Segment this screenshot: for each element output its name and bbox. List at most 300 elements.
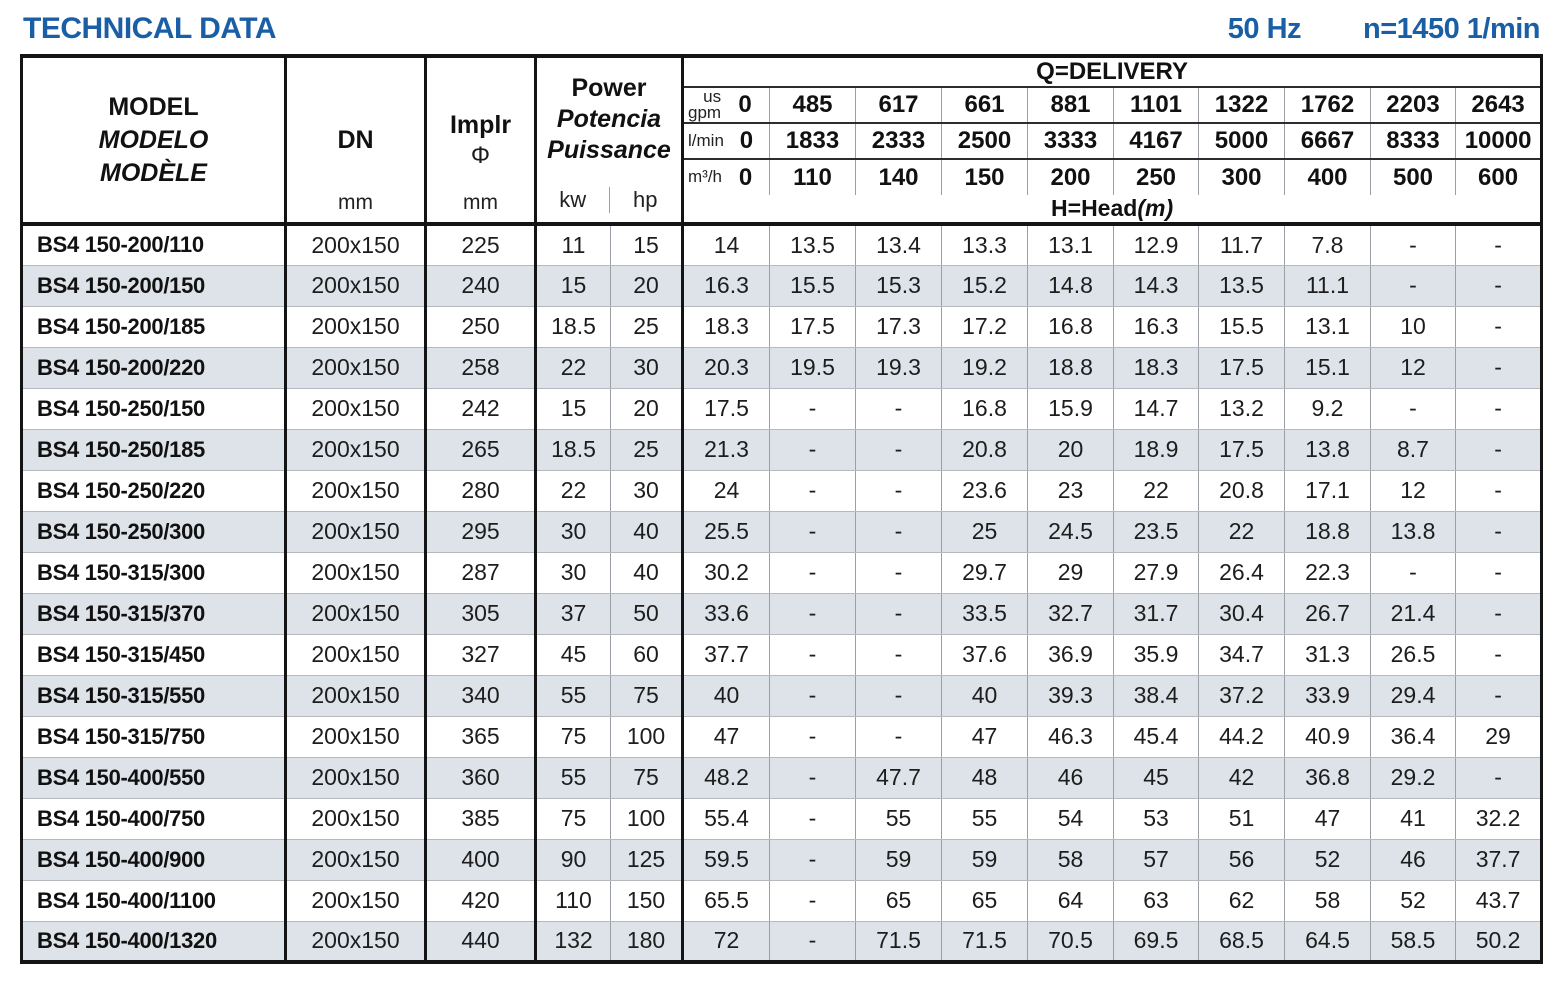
head-value-cell: - bbox=[1371, 552, 1456, 593]
head-value-cell: 23.6 bbox=[942, 470, 1028, 511]
speed-label: n=1450 1/min bbox=[1363, 13, 1540, 45]
head-unit-label: (m) bbox=[1137, 195, 1174, 221]
dn-cell: 200x150 bbox=[286, 593, 426, 634]
head-value-cell: 33.9 bbox=[1285, 675, 1371, 716]
head-value-cell: - bbox=[856, 470, 942, 511]
head-value-cell: 58 bbox=[1285, 880, 1371, 921]
hp-cell: 50 bbox=[611, 593, 683, 634]
head-value-cell: 65 bbox=[856, 880, 942, 921]
model-cell: BS4 150-200/150 bbox=[22, 265, 286, 306]
impeller-cell: 240 bbox=[426, 265, 536, 306]
head-value-cell: 16.8 bbox=[942, 388, 1028, 429]
dn-unit-label: mm bbox=[338, 191, 373, 214]
head-value-cell: 64.5 bbox=[1285, 921, 1371, 962]
spec-labels bbox=[1228, 13, 1540, 46]
delivery-value: 150 bbox=[942, 159, 1028, 195]
hp-cell: 30 bbox=[611, 347, 683, 388]
delivery-value: 2203 bbox=[1371, 87, 1456, 123]
model-cell: BS4 150-250/300 bbox=[22, 511, 286, 552]
hp-cell: 60 bbox=[611, 634, 683, 675]
delivery-value: 3333 bbox=[1028, 123, 1114, 159]
kw-cell: 18.5 bbox=[536, 429, 611, 470]
model-cell: BS4 150-200/220 bbox=[22, 347, 286, 388]
head-value-cell: 21.3 bbox=[683, 429, 770, 470]
head-value-cell: 63 bbox=[1114, 880, 1199, 921]
head-value-cell: 42 bbox=[1199, 757, 1285, 798]
head-value-cell: 48 bbox=[942, 757, 1028, 798]
head-value-cell: 29 bbox=[1456, 716, 1542, 757]
head-value-cell: 20.3 bbox=[683, 347, 770, 388]
delivery-unit-label: m³/h bbox=[688, 167, 722, 187]
head-value-cell: 50.2 bbox=[1456, 921, 1542, 962]
model-cell: BS4 150-400/900 bbox=[22, 839, 286, 880]
head-value-cell: 13.1 bbox=[1285, 306, 1371, 347]
table-row bbox=[22, 675, 1542, 716]
head-value-cell: - bbox=[856, 593, 942, 634]
head-value-cell: 47.7 bbox=[856, 757, 942, 798]
technical-data-table bbox=[20, 54, 1543, 964]
kw-cell: 30 bbox=[536, 511, 611, 552]
head-value-cell: 9.2 bbox=[1285, 388, 1371, 429]
head-value-cell: 53 bbox=[1114, 798, 1199, 839]
head-value-cell: 18.8 bbox=[1028, 347, 1114, 388]
head-value-cell: 8.7 bbox=[1371, 429, 1456, 470]
head-value-cell: - bbox=[770, 675, 856, 716]
head-value-cell: 45.4 bbox=[1114, 716, 1199, 757]
delivery-value: 661 bbox=[942, 87, 1028, 123]
impeller-cell: 420 bbox=[426, 880, 536, 921]
kw-cell: 75 bbox=[536, 716, 611, 757]
head-value-cell: - bbox=[770, 880, 856, 921]
hp-unit-label: hp bbox=[609, 187, 682, 213]
kw-cell: 37 bbox=[536, 593, 611, 634]
head-value-cell: 56 bbox=[1199, 839, 1285, 880]
head-value-cell: 18.3 bbox=[683, 306, 770, 347]
table-row bbox=[22, 429, 1542, 470]
kw-cell: 90 bbox=[536, 839, 611, 880]
head-value-cell: 41 bbox=[1371, 798, 1456, 839]
dn-cell: 200x150 bbox=[286, 347, 426, 388]
head-value-cell: - bbox=[1456, 429, 1542, 470]
head-value-cell: 39.3 bbox=[1028, 675, 1114, 716]
table-row bbox=[22, 265, 1542, 306]
head-value-cell: 26.7 bbox=[1285, 593, 1371, 634]
impeller-cell: 360 bbox=[426, 757, 536, 798]
head-value-cell: 15.2 bbox=[942, 265, 1028, 306]
head-value-cell: 12 bbox=[1371, 470, 1456, 511]
impeller-cell: 258 bbox=[426, 347, 536, 388]
head-value-cell: - bbox=[770, 470, 856, 511]
head-value-cell: 14.7 bbox=[1114, 388, 1199, 429]
dn-cell: 200x150 bbox=[286, 265, 426, 306]
head-value-cell: 12.9 bbox=[1114, 224, 1199, 265]
head-value-cell: - bbox=[1456, 675, 1542, 716]
head-value-cell: 33.5 bbox=[942, 593, 1028, 634]
head-value-cell: 20.8 bbox=[942, 429, 1028, 470]
head-value-cell: - bbox=[856, 511, 942, 552]
head-value-cell: 34.7 bbox=[1199, 634, 1285, 675]
head-value-cell: 19.5 bbox=[770, 347, 856, 388]
dn-cell: 200x150 bbox=[286, 839, 426, 880]
kw-cell: 75 bbox=[536, 798, 611, 839]
table-row bbox=[22, 634, 1542, 675]
impeller-cell: 287 bbox=[426, 552, 536, 593]
delivery-value: 485 bbox=[770, 87, 856, 123]
impeller-unit-label: mm bbox=[463, 191, 498, 214]
head-value-cell: 18.8 bbox=[1285, 511, 1371, 552]
hp-cell: 180 bbox=[611, 921, 683, 962]
kw-cell: 30 bbox=[536, 552, 611, 593]
power-unit-row bbox=[537, 179, 681, 221]
head-value-cell: 46 bbox=[1028, 757, 1114, 798]
hp-cell: 75 bbox=[611, 757, 683, 798]
delivery-value: 300 bbox=[1199, 159, 1285, 195]
model-label-fr: MODÈLE bbox=[100, 158, 207, 187]
kw-cell: 18.5 bbox=[536, 306, 611, 347]
dn-cell: 200x150 bbox=[286, 716, 426, 757]
table-row bbox=[22, 224, 1542, 265]
delivery-unit-label: l/min bbox=[688, 130, 724, 150]
head-value-cell: 22 bbox=[1199, 511, 1285, 552]
head-value-cell: 71.5 bbox=[856, 921, 942, 962]
head-value-cell: - bbox=[1456, 265, 1542, 306]
head-value-cell: 59 bbox=[942, 839, 1028, 880]
impeller-cell: 365 bbox=[426, 716, 536, 757]
impeller-cell: 340 bbox=[426, 675, 536, 716]
head-value-cell: 19.2 bbox=[942, 347, 1028, 388]
head-value-cell: - bbox=[770, 634, 856, 675]
head-value-cell: 58.5 bbox=[1371, 921, 1456, 962]
delivery-value: 1101 bbox=[1114, 87, 1199, 123]
head-value-cell: - bbox=[770, 388, 856, 429]
head-value-cell: 7.8 bbox=[1285, 224, 1371, 265]
dn-cell: 200x150 bbox=[286, 552, 426, 593]
kw-cell: 55 bbox=[536, 675, 611, 716]
dn-cell: 200x150 bbox=[286, 388, 426, 429]
head-value-cell: 29 bbox=[1028, 552, 1114, 593]
head-value-cell: 25.5 bbox=[683, 511, 770, 552]
dn-label: DN bbox=[337, 125, 374, 154]
model-cell: BS4 150-400/1320 bbox=[22, 921, 286, 962]
power-label-en: Power bbox=[571, 73, 647, 102]
head-value-cell: 29.7 bbox=[942, 552, 1028, 593]
model-cell: BS4 150-315/750 bbox=[22, 716, 286, 757]
head-value-cell: 36.8 bbox=[1285, 757, 1371, 798]
head-value-cell: 24 bbox=[683, 470, 770, 511]
head-value-cell: 57 bbox=[1114, 839, 1199, 880]
delivery-value: 881 bbox=[1028, 87, 1114, 123]
hp-cell: 125 bbox=[611, 839, 683, 880]
head-value-cell: - bbox=[770, 921, 856, 962]
head-value-cell: 54 bbox=[1028, 798, 1114, 839]
head-value-cell: - bbox=[1456, 306, 1542, 347]
head-value-cell: - bbox=[770, 839, 856, 880]
head-value-cell: - bbox=[1456, 347, 1542, 388]
head-value-cell: 31.3 bbox=[1285, 634, 1371, 675]
head-value-cell: - bbox=[856, 634, 942, 675]
impeller-cell: 280 bbox=[426, 470, 536, 511]
head-value-cell: 17.1 bbox=[1285, 470, 1371, 511]
model-label-en: MODEL bbox=[108, 92, 199, 121]
head-value-cell: 17.5 bbox=[1199, 347, 1285, 388]
head-value-cell: 20.8 bbox=[1199, 470, 1285, 511]
head-value-cell: - bbox=[770, 798, 856, 839]
dn-cell: 200x150 bbox=[286, 675, 426, 716]
head-value-cell: 22.3 bbox=[1285, 552, 1371, 593]
impeller-cell: 225 bbox=[426, 224, 536, 265]
power-label-fr: Puissance bbox=[547, 135, 671, 164]
head-value-cell: 13.4 bbox=[856, 224, 942, 265]
model-cell: BS4 150-315/300 bbox=[22, 552, 286, 593]
table-row bbox=[22, 716, 1542, 757]
head-value-cell: 26.5 bbox=[1371, 634, 1456, 675]
head-value-cell: 32.2 bbox=[1456, 798, 1542, 839]
head-value-cell: 12 bbox=[1371, 347, 1456, 388]
head-value-cell: 32.7 bbox=[1028, 593, 1114, 634]
impeller-cell: 305 bbox=[426, 593, 536, 634]
head-value-cell: 62 bbox=[1199, 880, 1285, 921]
head-value-cell: 23 bbox=[1028, 470, 1114, 511]
dn-cell: 200x150 bbox=[286, 798, 426, 839]
delivery-value: 0 bbox=[738, 91, 752, 118]
head-value-cell: 40.9 bbox=[1285, 716, 1371, 757]
head-value-cell: 29.4 bbox=[1371, 675, 1456, 716]
hp-cell: 40 bbox=[611, 552, 683, 593]
head-value-cell: 36.4 bbox=[1371, 716, 1456, 757]
dn-cell: 200x150 bbox=[286, 511, 426, 552]
delivery-value: 2333 bbox=[856, 123, 942, 159]
hp-cell: 75 bbox=[611, 675, 683, 716]
head-value-cell: 55.4 bbox=[683, 798, 770, 839]
delivery-value: 5000 bbox=[1199, 123, 1285, 159]
hp-cell: 30 bbox=[611, 470, 683, 511]
impeller-diameter-symbol: Φ bbox=[470, 141, 491, 169]
head-value-cell: - bbox=[856, 675, 942, 716]
table-row bbox=[22, 511, 1542, 552]
head-value-cell: 33.6 bbox=[683, 593, 770, 634]
delivery-value: 600 bbox=[1478, 163, 1519, 191]
head-value-cell: 37.6 bbox=[942, 634, 1028, 675]
delivery-value: 110 bbox=[770, 159, 856, 195]
table-row bbox=[22, 839, 1542, 880]
head-value-cell: 16.3 bbox=[683, 265, 770, 306]
head-value-cell: - bbox=[770, 511, 856, 552]
delivery-value: 6667 bbox=[1285, 123, 1371, 159]
delivery-unit-label: us gpm bbox=[688, 87, 722, 122]
hp-cell: 25 bbox=[611, 306, 683, 347]
head-value-cell: - bbox=[770, 757, 856, 798]
delivery-value: 4167 bbox=[1114, 123, 1199, 159]
head-value-cell: 17.2 bbox=[942, 306, 1028, 347]
kw-unit-label: kw bbox=[559, 187, 587, 212]
head-value-cell: 26.4 bbox=[1199, 552, 1285, 593]
dn-cell: 200x150 bbox=[286, 470, 426, 511]
delivery-value: 10000 bbox=[1456, 123, 1542, 159]
head-value-cell: 65 bbox=[942, 880, 1028, 921]
head-value-cell: 47 bbox=[1285, 798, 1371, 839]
dn-cell: 200x150 bbox=[286, 757, 426, 798]
head-value-cell: 16.3 bbox=[1114, 306, 1199, 347]
delivery-unit-zero-cell bbox=[683, 87, 770, 123]
head-value-cell: 69.5 bbox=[1114, 921, 1199, 962]
table-row bbox=[22, 552, 1542, 593]
head-value-cell: - bbox=[770, 429, 856, 470]
head-value-cell: 18.9 bbox=[1114, 429, 1199, 470]
head-value-cell: 52 bbox=[1371, 880, 1456, 921]
head-value-cell: 35.9 bbox=[1114, 634, 1199, 675]
impeller-cell: 250 bbox=[426, 306, 536, 347]
delivery-value: 1762 bbox=[1285, 87, 1371, 123]
head-value-cell: 31.7 bbox=[1114, 593, 1199, 634]
head-value-cell: 44.2 bbox=[1199, 716, 1285, 757]
head-value-cell: - bbox=[1456, 388, 1542, 429]
model-cell: BS4 150-250/220 bbox=[22, 470, 286, 511]
page-title: TECHNICAL DATA bbox=[23, 12, 276, 45]
head-value-cell: 17.5 bbox=[1199, 429, 1285, 470]
hp-cell: 100 bbox=[611, 798, 683, 839]
head-value-cell: - bbox=[1456, 552, 1542, 593]
table-body bbox=[22, 224, 1542, 962]
delivery-value: 617 bbox=[856, 87, 942, 123]
kw-cell: 55 bbox=[536, 757, 611, 798]
column-header-power bbox=[536, 56, 683, 224]
head-value-cell: 20 bbox=[1028, 429, 1114, 470]
kw-cell: 45 bbox=[536, 634, 611, 675]
column-header-impeller bbox=[426, 56, 536, 224]
dn-cell: 200x150 bbox=[286, 306, 426, 347]
head-value-cell: 15.5 bbox=[770, 265, 856, 306]
head-value-cell: 37.2 bbox=[1199, 675, 1285, 716]
delivery-value: 500 bbox=[1371, 159, 1456, 195]
head-value-cell: 30.4 bbox=[1199, 593, 1285, 634]
impeller-label: Implr bbox=[449, 110, 512, 139]
delivery-value: 0 bbox=[739, 127, 754, 154]
kw-cell: 110 bbox=[536, 880, 611, 921]
dn-cell: 200x150 bbox=[286, 921, 426, 962]
head-value-cell: 14.8 bbox=[1028, 265, 1114, 306]
model-cell: BS4 150-315/450 bbox=[22, 634, 286, 675]
head-value-cell: 37.7 bbox=[683, 634, 770, 675]
table-row bbox=[22, 470, 1542, 511]
head-label: H=Head bbox=[1051, 195, 1138, 221]
table-row bbox=[22, 798, 1542, 839]
model-cell: BS4 150-250/185 bbox=[22, 429, 286, 470]
kw-cell: 22 bbox=[536, 347, 611, 388]
column-header-dn bbox=[286, 56, 426, 224]
table-row bbox=[22, 593, 1542, 634]
head-value-cell: - bbox=[1371, 265, 1456, 306]
head-value-cell: 52 bbox=[1285, 839, 1371, 880]
head-value-cell: 46.3 bbox=[1028, 716, 1114, 757]
delivery-value: 0 bbox=[738, 163, 753, 191]
table-row bbox=[22, 921, 1542, 962]
head-value-cell: 45 bbox=[1114, 757, 1199, 798]
impeller-cell: 242 bbox=[426, 388, 536, 429]
head-value-cell: - bbox=[770, 593, 856, 634]
head-value-cell: 40 bbox=[683, 675, 770, 716]
model-cell: BS4 150-315/370 bbox=[22, 593, 286, 634]
head-value-cell: 23.5 bbox=[1114, 511, 1199, 552]
head-value-cell: - bbox=[1456, 593, 1542, 634]
kw-cell: 11 bbox=[536, 224, 611, 265]
head-value-cell: 13.2 bbox=[1199, 388, 1285, 429]
head-value-cell: 46 bbox=[1371, 839, 1456, 880]
head-value-cell: 10 bbox=[1371, 306, 1456, 347]
head-value-cell: 55 bbox=[942, 798, 1028, 839]
head-value-cell: 72 bbox=[683, 921, 770, 962]
dn-cell: 200x150 bbox=[286, 224, 426, 265]
dn-cell: 200x150 bbox=[286, 429, 426, 470]
head-value-cell: 17.5 bbox=[770, 306, 856, 347]
head-value-cell: 65.5 bbox=[683, 880, 770, 921]
head-value-cell: 21.4 bbox=[1371, 593, 1456, 634]
head-value-cell: 48.2 bbox=[683, 757, 770, 798]
table-row bbox=[22, 388, 1542, 429]
head-value-cell: 16.8 bbox=[1028, 306, 1114, 347]
head-value-cell: 25 bbox=[942, 511, 1028, 552]
hp-cell: 20 bbox=[611, 388, 683, 429]
head-value-cell: - bbox=[1371, 388, 1456, 429]
hp-cell: 15 bbox=[611, 224, 683, 265]
head-value-cell: 22 bbox=[1114, 470, 1199, 511]
table-row bbox=[22, 757, 1542, 798]
head-value-cell: - bbox=[1371, 224, 1456, 265]
head-section-label bbox=[683, 195, 1542, 224]
head-value-cell: 29.2 bbox=[1371, 757, 1456, 798]
head-value-cell: 47 bbox=[942, 716, 1028, 757]
head-value-cell: 58 bbox=[1028, 839, 1114, 880]
delivery-value: 2500 bbox=[942, 123, 1028, 159]
model-cell: BS4 150-250/150 bbox=[22, 388, 286, 429]
power-label-es: Potencia bbox=[556, 104, 662, 133]
head-value-cell: 15.9 bbox=[1028, 388, 1114, 429]
hp-cell: 150 bbox=[611, 880, 683, 921]
head-value-cell: 14 bbox=[683, 224, 770, 265]
kw-cell: 132 bbox=[536, 921, 611, 962]
head-value-cell: 24.5 bbox=[1028, 511, 1114, 552]
head-value-cell: - bbox=[1456, 224, 1542, 265]
kw-cell: 15 bbox=[536, 265, 611, 306]
head-value-cell: - bbox=[1456, 634, 1542, 675]
impeller-cell: 265 bbox=[426, 429, 536, 470]
head-value-cell: 64 bbox=[1028, 880, 1114, 921]
model-cell: BS4 150-200/185 bbox=[22, 306, 286, 347]
delivery-unit-zero-cell bbox=[683, 159, 770, 195]
model-label-es: MODELO bbox=[98, 125, 209, 154]
impeller-cell: 385 bbox=[426, 798, 536, 839]
model-cell: BS4 150-400/1100 bbox=[22, 880, 286, 921]
hp-cell: 100 bbox=[611, 716, 683, 757]
head-value-cell: 36.9 bbox=[1028, 634, 1114, 675]
model-cell: BS4 150-400/550 bbox=[22, 757, 286, 798]
table-row bbox=[22, 880, 1542, 921]
head-value-cell: 37.7 bbox=[1456, 839, 1542, 880]
delivery-value: 8333 bbox=[1371, 123, 1456, 159]
delivery-value: 250 bbox=[1114, 159, 1199, 195]
head-value-cell: - bbox=[1456, 757, 1542, 798]
column-header-model bbox=[22, 56, 286, 224]
model-cell: BS4 150-315/550 bbox=[22, 675, 286, 716]
head-value-cell: 59.5 bbox=[683, 839, 770, 880]
head-value-cell: 51 bbox=[1199, 798, 1285, 839]
head-value-cell: 27.9 bbox=[1114, 552, 1199, 593]
head-value-cell: 17.5 bbox=[683, 388, 770, 429]
head-value-cell: 13.5 bbox=[770, 224, 856, 265]
head-value-cell: 38.4 bbox=[1114, 675, 1199, 716]
head-value-cell: - bbox=[856, 429, 942, 470]
head-value-cell: 30.2 bbox=[683, 552, 770, 593]
head-value-cell: 43.7 bbox=[1456, 880, 1542, 921]
